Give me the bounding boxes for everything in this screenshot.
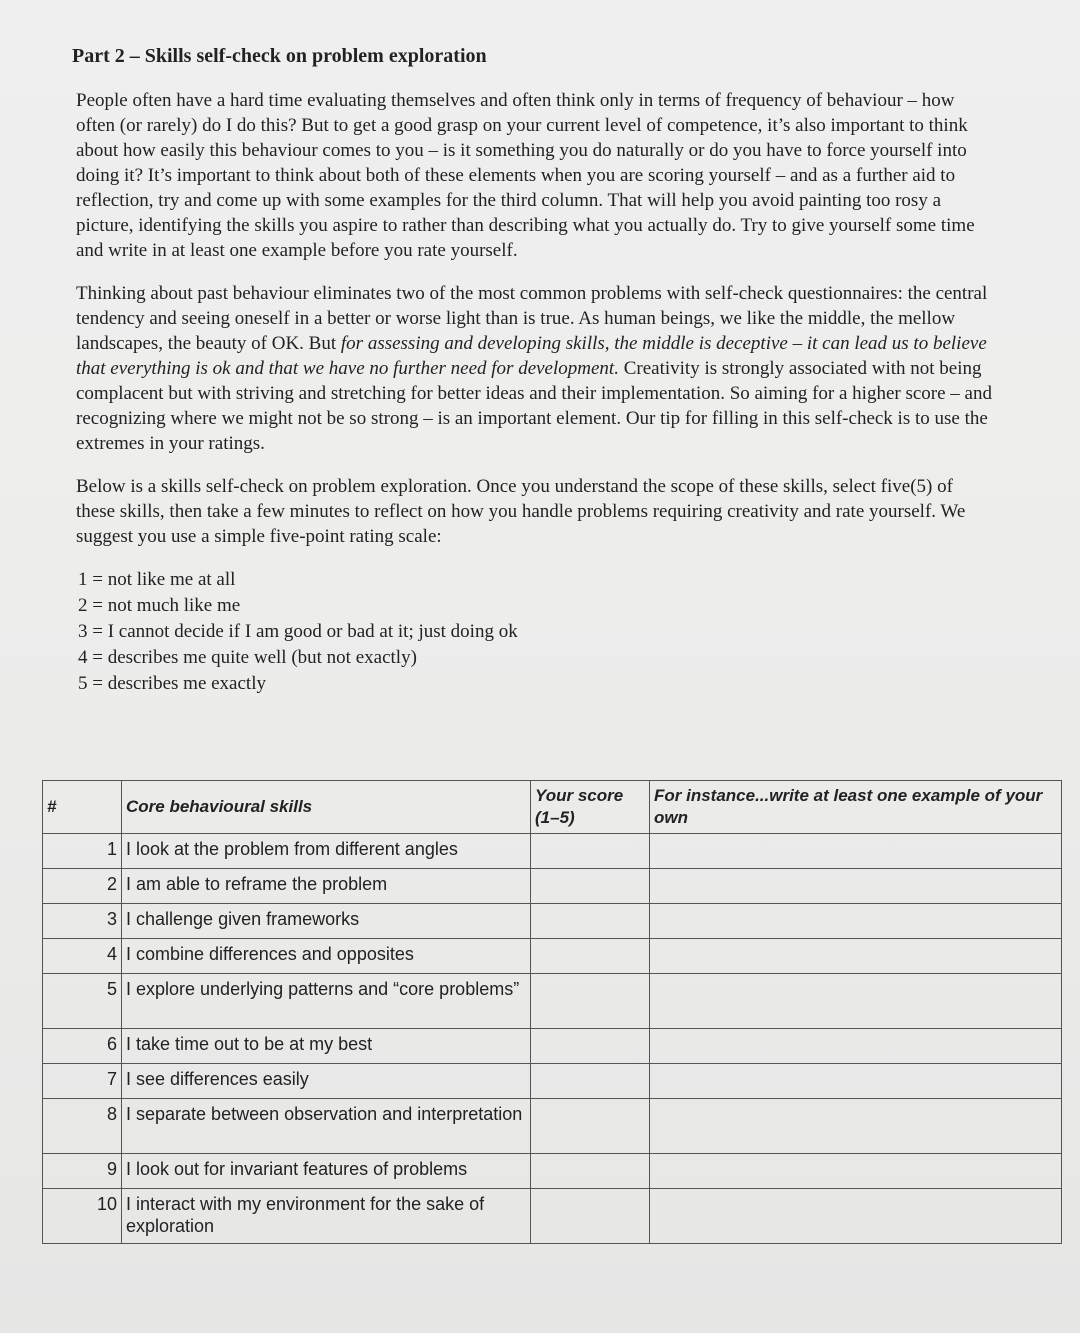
row-number: 1 <box>43 834 122 869</box>
table-row <box>43 1154 1062 1189</box>
row-number: 3 <box>43 904 122 939</box>
skill-cell: I take time out to be at my best <box>122 1029 531 1064</box>
score-cell[interactable] <box>531 1029 650 1064</box>
example-cell[interactable] <box>650 1099 1062 1154</box>
row-number: 8 <box>43 1099 122 1154</box>
row-number: 4 <box>43 939 122 974</box>
skill-cell: I combine differences and opposites <box>122 939 531 974</box>
skill-cell: I look out for invariant features of problems <box>122 1154 531 1189</box>
skill-cell: I am able to reframe the problem <box>122 869 531 904</box>
rating-scale-item: 4 = describes me quite well (but not exactly) <box>78 647 417 668</box>
header-number: # <box>43 781 122 834</box>
table-row <box>43 974 1062 1029</box>
central-tendency-paragraph <box>76 281 996 456</box>
example-cell[interactable] <box>650 1064 1062 1099</box>
score-cell[interactable] <box>531 1154 650 1189</box>
score-cell[interactable] <box>531 834 650 869</box>
paragraph-text: Creativity is strongly associated with not being complacent but with striving and stretching for better ideas and their implementation. So aiming for a higher score – and recognizing where we might not be so strong – is an important element. Our tip for filling in this self-check is to use the extremes in your ratings. <box>76 358 992 454</box>
example-cell[interactable] <box>650 1154 1062 1189</box>
intro-paragraph: People often have a hard time evaluating themselves and often think only in terms of frequency of behaviour – how often (or rarely) do I do this? But to get a good grasp on your current level of competence, it’s also important to think about how easily this behaviour comes to you – is it something you do naturally or do you have to force yourself into doing it? It’s important to think about both of these elements when you are scoring yourself – and as a further aid to reflection, try and come up with some examples for the third column. That will help you avoid painting too rosy a picture, identifying the skills you aspire to rather than describing what you actually do. Try to give yourself some time and write in at least one example before you rate yourself. <box>76 90 975 261</box>
score-cell[interactable] <box>531 1099 650 1154</box>
example-cell[interactable] <box>650 869 1062 904</box>
score-cell[interactable] <box>531 869 650 904</box>
score-cell[interactable] <box>531 939 650 974</box>
row-number: 6 <box>43 1029 122 1064</box>
table-header-row <box>43 781 1062 834</box>
rating-scale-item: 1 = not like me at all <box>78 569 236 590</box>
table-row <box>43 869 1062 904</box>
table-row <box>43 939 1062 974</box>
rating-scale-item: 3 = I cannot decide if I am good or bad at it; just doing ok <box>78 621 518 642</box>
rating-scale-item: 2 = not much like me <box>78 595 241 616</box>
table-row <box>43 904 1062 939</box>
example-cell[interactable] <box>650 1189 1062 1244</box>
row-number: 10 <box>43 1189 122 1244</box>
example-cell[interactable] <box>650 834 1062 869</box>
example-cell[interactable] <box>650 974 1062 1029</box>
example-cell[interactable] <box>650 904 1062 939</box>
table-row <box>43 834 1062 869</box>
header-score: Your score (1–5) <box>531 781 650 834</box>
row-number: 7 <box>43 1064 122 1099</box>
table-row <box>43 1099 1062 1154</box>
score-cell[interactable] <box>531 1189 650 1244</box>
score-cell[interactable] <box>531 974 650 1029</box>
skill-cell: I challenge given frameworks <box>122 904 531 939</box>
row-number: 5 <box>43 974 122 1029</box>
header-skills: Core behavioural skills <box>122 781 531 834</box>
skill-cell: I see differences easily <box>122 1064 531 1099</box>
score-cell[interactable] <box>531 1064 650 1099</box>
row-number: 2 <box>43 869 122 904</box>
rating-scale-item: 5 = describes me exactly <box>78 673 266 694</box>
table-row <box>43 1029 1062 1064</box>
table-row <box>43 1189 1062 1244</box>
instructions-paragraph: Below is a skills self-check on problem exploration. Once you understand the scope of these skills, select five(5) of these skills, then take a few minutes to reflect on how you handle problems requiring creativity and rate yourself. We suggest you use a simple five-point rating scale: <box>76 476 966 547</box>
header-example: For instance...write at least one example of your own <box>650 781 1062 834</box>
row-number: 9 <box>43 1154 122 1189</box>
emphasized-text: for assessing and developing skills, the middle is deceptive – it can lead us to believe that everything is ok and that we have no further need for development. <box>76 333 987 379</box>
example-cell[interactable] <box>650 1029 1062 1064</box>
table-row <box>43 1064 1062 1099</box>
skill-cell: I look at the problem from different angles <box>122 834 531 869</box>
part-heading: Part 2 – Skills self-check on problem exploration <box>72 45 487 67</box>
rating-scale <box>78 567 1072 697</box>
example-cell[interactable] <box>650 939 1062 974</box>
paragraph-text: Thinking about past behaviour eliminates two of the most common problems with self-check questionnaires: the central tendency and seeing oneself in a better or worse light than is true. As human beings, we like the middle, the mellow landscapes, the beauty of OK. But <box>76 283 988 354</box>
worksheet <box>72 44 1072 707</box>
skills-table <box>42 780 1062 1244</box>
skill-cell: I separate between observation and interpretation <box>122 1099 531 1154</box>
score-cell[interactable] <box>531 904 650 939</box>
skill-cell: I interact with my environment for the sake of exploration <box>122 1189 531 1244</box>
skill-cell: I explore underlying patterns and “core problems” <box>122 974 531 1029</box>
